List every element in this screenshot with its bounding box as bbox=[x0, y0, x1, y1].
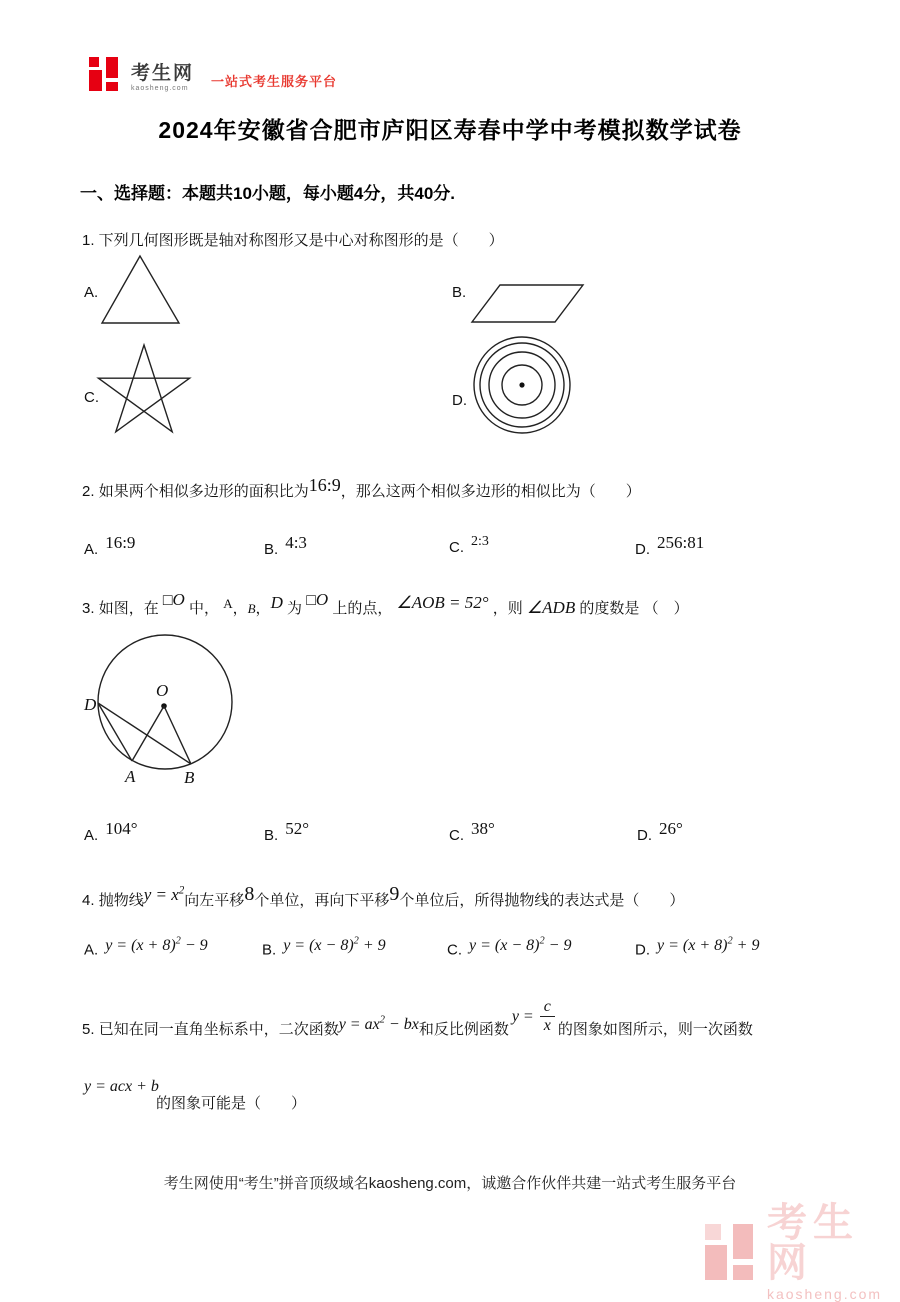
q2-option-c bbox=[449, 534, 489, 557]
q3-circle-symbol-1: □ bbox=[162, 592, 173, 609]
label-b: B bbox=[184, 768, 195, 787]
q2-option-b bbox=[264, 533, 307, 559]
q3-option-a bbox=[84, 819, 138, 845]
q4-option-a bbox=[84, 936, 208, 959]
q3-option-b bbox=[264, 819, 309, 845]
q3-number: 3. bbox=[82, 600, 95, 617]
option-formula: $y = (x + 8)^2 - 9$ bbox=[105, 936, 208, 955]
section-heading: 一、选择题：本题共10小题，每小题4分，共40分. bbox=[80, 184, 455, 203]
option-value: 2:3 bbox=[471, 534, 489, 549]
fraction-numerator: c bbox=[543, 998, 551, 1015]
q1-option-a-label: A. bbox=[84, 284, 99, 301]
header-logo bbox=[88, 56, 337, 92]
q4-text-1: 抛物线 bbox=[98, 892, 144, 909]
option-value: 4:3 bbox=[285, 533, 307, 552]
q3-option-d bbox=[637, 819, 683, 845]
q3-text-3: 为 bbox=[287, 600, 303, 617]
q5-number: 5. bbox=[82, 1020, 95, 1038]
option-value: 26° bbox=[659, 819, 683, 838]
option-label: B. bbox=[264, 827, 279, 844]
option-label: A. bbox=[84, 541, 99, 558]
q3-text-6: 的度数是 （ ） bbox=[579, 600, 689, 617]
question-5-stem-line1 bbox=[82, 998, 753, 1048]
option-value: 38° bbox=[471, 819, 495, 838]
q4-option-c bbox=[447, 936, 572, 959]
q3-angle-adb-math: ∠ADB bbox=[526, 598, 576, 617]
logo-block bbox=[733, 1265, 753, 1280]
q3-circle-diagram bbox=[84, 632, 256, 792]
fraction-denominator: x bbox=[540, 1016, 555, 1035]
option-value: 256:81 bbox=[657, 533, 705, 552]
option-label: D. bbox=[635, 941, 650, 959]
parallelogram-shape bbox=[472, 285, 583, 322]
q3-point-d: D bbox=[270, 593, 283, 612]
logo-block bbox=[705, 1224, 721, 1240]
kaosheng-logo-icon bbox=[88, 56, 122, 92]
option-value: 52° bbox=[285, 819, 309, 838]
q2-option-a bbox=[84, 533, 136, 559]
watermark-logo bbox=[703, 1203, 900, 1301]
pentagram-shape bbox=[98, 345, 189, 432]
fraction-lhs: y = bbox=[511, 1007, 534, 1025]
logo-text bbox=[131, 64, 194, 92]
q1-concentric-circles-figure bbox=[470, 334, 574, 436]
watermark-brand-name: 考生网 bbox=[766, 1201, 859, 1285]
q5-text-1: 已知在同一直角坐标系中，二次函数 bbox=[98, 1020, 339, 1038]
triangle-shape bbox=[102, 256, 179, 323]
q4-shift-left-value: 8 bbox=[244, 883, 255, 905]
q3-text-5: ，则 bbox=[492, 600, 523, 617]
radius-oa bbox=[132, 706, 164, 761]
q4-option-d bbox=[635, 936, 760, 959]
option-label: A. bbox=[84, 941, 99, 959]
q3-text-4: 上的点， bbox=[332, 600, 393, 617]
q3-point-a: A bbox=[223, 596, 233, 611]
label-o: O bbox=[156, 681, 169, 700]
watermark-text bbox=[767, 1203, 900, 1301]
option-label: C. bbox=[449, 827, 464, 844]
q1-option-d-label: D. bbox=[452, 392, 467, 409]
watermark-logo-icon bbox=[703, 1222, 757, 1282]
q5-text-2: 和反比例函数 bbox=[418, 1020, 509, 1038]
logo-block bbox=[106, 57, 118, 78]
diagram-circle bbox=[98, 635, 232, 769]
question-5-stem-line2: 的图象可能是（ ） bbox=[156, 1095, 307, 1112]
q5-inverse-function-math bbox=[512, 999, 555, 1035]
option-value: 16:9 bbox=[105, 533, 136, 552]
q1-parallelogram-figure bbox=[468, 281, 588, 327]
logo-block bbox=[106, 82, 118, 91]
q5-quadratic-math: $y = ax^2$ − bx bbox=[338, 1014, 419, 1033]
page-title: 2024年安徽省合肥市庐阳区寿春中学中考模拟数学试卷 bbox=[158, 117, 742, 143]
q2-number: 2. bbox=[82, 483, 95, 500]
option-label: B. bbox=[264, 541, 279, 558]
watermark-brand-domain: kaosheng.com bbox=[766, 1286, 883, 1302]
q2-ratio-math: 16:9 bbox=[308, 475, 341, 495]
logo-block bbox=[733, 1224, 753, 1259]
label-a: A bbox=[125, 767, 136, 786]
circle-center-dot bbox=[519, 382, 524, 387]
option-label: C. bbox=[447, 941, 462, 959]
question-4-stem bbox=[82, 883, 685, 911]
q2-text-2: ，那么这两个相似多边形的相似比为（ ） bbox=[340, 483, 641, 500]
chord-da bbox=[98, 703, 132, 761]
option-label: D. bbox=[637, 827, 652, 844]
q4-text-4: 个单位后，所得抛物线的表达式是（ ） bbox=[399, 892, 685, 909]
logo-block bbox=[89, 70, 102, 91]
q1-option-c-label: C. bbox=[84, 389, 99, 406]
q4-parabola-math: $y = x^2$ bbox=[143, 884, 185, 904]
question-2-stem bbox=[82, 475, 641, 501]
q5-text-3: 的图象如图所示，则一次函数 bbox=[557, 1020, 753, 1038]
logo-block bbox=[705, 1245, 727, 1280]
question-3-stem bbox=[82, 590, 689, 618]
option-label: B. bbox=[262, 941, 277, 959]
option-label: A. bbox=[84, 827, 99, 844]
logo-brand-domain: kaosheng.com bbox=[131, 85, 189, 92]
q4-shift-down-value: 9 bbox=[389, 883, 400, 905]
q2-option-d bbox=[635, 533, 705, 559]
q1-star-figure bbox=[93, 342, 197, 438]
q3-text-2: 中， bbox=[189, 600, 220, 617]
option-formula: $y = (x + 8)^2 + 9$ bbox=[657, 936, 760, 955]
option-label: D. bbox=[635, 541, 650, 558]
option-label: C. bbox=[449, 539, 464, 556]
option-formula: $y = (x - 8)^2 + 9$ bbox=[283, 936, 386, 955]
q4-number: 4. bbox=[82, 892, 95, 909]
q4-text-3: 个单位，再向下平移 bbox=[254, 892, 390, 909]
q2-text-1: 如果两个相似多边形的面积比为 bbox=[98, 483, 309, 500]
q4-option-b bbox=[262, 936, 386, 959]
q3-point-b: B bbox=[247, 601, 256, 616]
q5-linear-function-math: y = acx + b bbox=[84, 1078, 159, 1095]
q3-text-1: 如图，在 bbox=[98, 600, 159, 617]
q4-text-2: 向左平移 bbox=[184, 892, 245, 909]
logo-brand-name: 考生网 bbox=[131, 63, 195, 84]
q3-angle-aob-math: ∠AOB = 52° bbox=[396, 593, 489, 612]
q3-comma-1: ， bbox=[232, 600, 248, 617]
logo-block bbox=[89, 57, 99, 67]
label-d: D bbox=[84, 695, 97, 714]
option-value: 104° bbox=[105, 819, 138, 838]
option-formula: $y = (x - 8)^2 - 9$ bbox=[469, 936, 572, 955]
footer-text: 考生网使用“考生”拼音顶级域名kaosheng.com，诚邀合作伙伴共建一站式考生服务平台 bbox=[163, 1175, 737, 1192]
q1-triangle-figure bbox=[98, 250, 184, 328]
fraction-stack bbox=[540, 999, 555, 1035]
q3-comma-2: ， bbox=[255, 600, 271, 617]
q3-circle-letter-1: O bbox=[172, 590, 185, 609]
q3-circle-symbol-2: □ bbox=[306, 592, 316, 609]
question-1-stem: 1. 下列几何图形既是轴对称图形又是中心对称图形的是（ ） bbox=[82, 232, 504, 249]
logo-tagline: 一站式考生服务平台 bbox=[211, 74, 338, 89]
q1-option-b-label: B. bbox=[452, 284, 467, 301]
q3-option-c bbox=[449, 819, 495, 845]
q3-circle-letter-2: O bbox=[315, 590, 329, 609]
